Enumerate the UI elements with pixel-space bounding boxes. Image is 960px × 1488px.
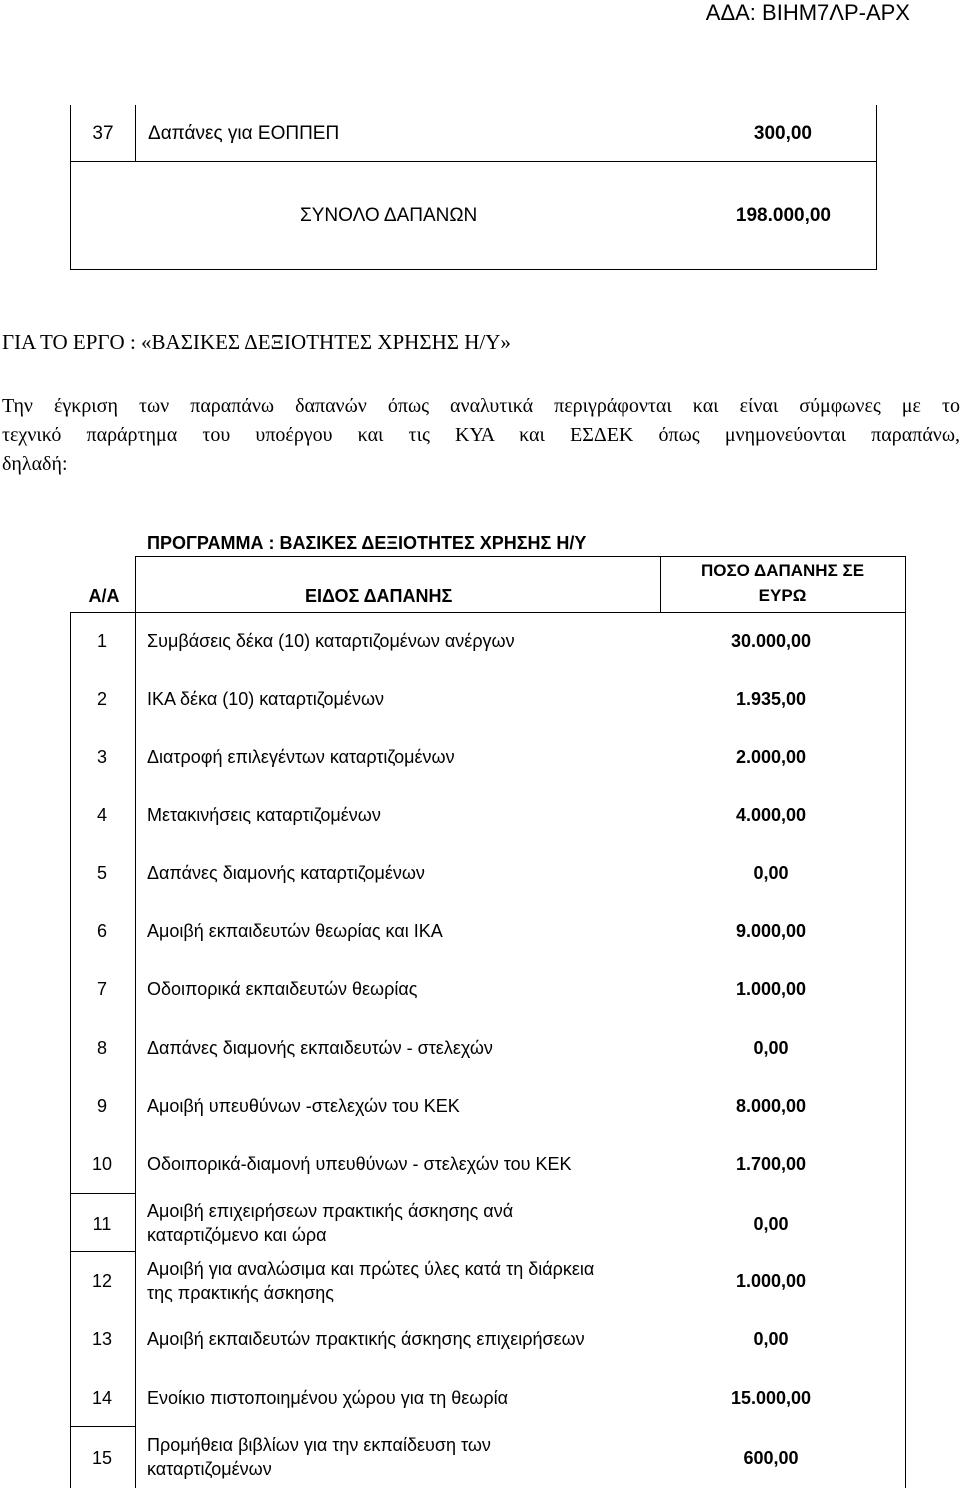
row-amount: 4.000,00 [735,805,807,825]
row-desc-line: της πρακτικής άσκησης [147,1283,334,1303]
program-title: ΠΡΟΓΡΑΜΜΑ : ΒΑΣΙΚΕΣ ΔΕΞΙΟΤΗΤΕΣ ΧΡΗΣΗΣ Η/Υ [147,533,587,553]
row-desc: Συμβάσεις δέκα (10) καταρτιζομένων ανέργων [147,631,515,651]
header-border-top [135,556,906,557]
row-amount: 2.000,00 [735,747,807,767]
header-border-left [135,556,136,612]
row-num: 2 [96,689,107,709]
table-row [0,1257,960,1307]
intro-line: τεχνικό παράρτημα του υποέργου και τις ΚΥΑ και ΕΣΔΕΚ όπως μνημονεύονται παραπάνω, [2,424,960,446]
table-row [0,631,960,655]
total-label: ΣΥΝΟΛΟ ΔΑΠΑΝΩΝ [300,205,478,226]
table-border-right [876,105,877,270]
row-amount: 0,00 [753,1214,789,1234]
row-desc: Οδοιπορικά εκπαιδευτών θεωρίας [147,979,418,999]
row-num: 12 [91,1271,113,1291]
table-row [0,1038,960,1062]
intro-line: δηλαδή: [2,453,68,475]
row-num: 6 [96,921,107,941]
col-header-type: ΕΙΔΟΣ ΔΑΠΑΝΗΣ [305,586,453,606]
table-border-col [135,105,136,161]
table-row [0,1329,960,1353]
row-num: 4 [96,805,107,825]
row-amount: 9.000,00 [735,921,807,941]
row-num: 14 [91,1388,113,1408]
col-header-amount-1: ΠΟΣΟ ΔΑΠΑΝΗΣ ΣΕ [700,561,865,580]
row-amount: 300,00 [753,123,812,144]
row-desc: Ενοίκιο πιστοποιημένου χώρου για τη θεωρία [147,1388,508,1408]
row-desc-line: Προμήθεια βιβλίων για την εκπαίδευση των [147,1435,491,1455]
row-amount: 30.000,00 [730,631,812,651]
table-row [0,1096,960,1120]
row-num: 10 [91,1154,113,1174]
project-title: ΓΙΑ ΤΟ ΕΡΓΟ : «ΒΑΣΙΚΕΣ ΔΕΞΙΟΤΗΤΕΣ ΧΡΗΣΗΣ Η/Υ» [2,330,511,354]
table-border-bottom [70,269,877,270]
row-desc: Δαπάνες για ΕΟΠΠΕΠ [148,123,340,144]
header-border-bottom [70,612,906,613]
row-desc-line: Αμοιβή για αναλώσιμα και πρώτες ύλες κατά τη διάρκεια [147,1259,595,1279]
row-desc: Δαπάνες διαμονής εκπαιδευτών - στελεχών [147,1038,493,1058]
row-amount: 0,00 [753,863,789,883]
row-desc-line: Αμοιβή επιχειρήσεων πρακτικής άσκησης ανά [147,1201,514,1221]
row-num: 11 [92,1214,112,1234]
table-border-left [70,105,71,270]
row-desc: Αμοιβή εκπαιδευτών θεωρίας και ΙΚΑ [147,921,443,941]
row-desc: Μετακινήσεις καταρτιζομένων [147,805,381,825]
row-amount: 1.000,00 [735,979,807,999]
table-row [0,1433,960,1483]
table-row [0,921,960,945]
row-num: 13 [91,1329,113,1349]
row-num: 15 [91,1448,113,1468]
row-separator [70,1426,136,1427]
table-row [0,805,960,829]
row-num: 3 [96,747,107,767]
table-row [0,1154,960,1178]
row-desc: Αμοιβή υπευθύνων -στελεχών του ΚΕΚ [147,1096,460,1116]
header-border-right [905,556,906,612]
row-amount: 1.700,00 [735,1154,807,1174]
row-amount: 0,00 [753,1329,789,1349]
row-amount: 600,00 [743,1448,799,1468]
table-row [0,1388,960,1412]
row-num: 9 [96,1096,107,1116]
row-separator [70,1251,136,1252]
row-num: 1 [96,631,107,651]
row-desc: ΙΚΑ δέκα (10) καταρτιζομένων [147,689,384,709]
table-border-mid [70,161,877,162]
intro-line: Την έγκριση των παραπάνω δαπανών όπως αναλυτικά περιγράφονται και είναι σύμφωνες με το [2,395,960,417]
ada-code: ΑΔΑ: ΒΙΗΜ7ΛΡ-ΑΡΧ [705,0,910,25]
row-desc: Δαπάνες διαμονής καταρτιζομένων [147,863,425,883]
intro-paragraph [2,392,960,479]
table-row [0,747,960,771]
table-row [0,689,960,713]
row-num: 37 [92,123,114,144]
row-amount: 1.935,00 [735,689,807,709]
row-amount: 8.000,00 [735,1096,807,1116]
row-amount: 15.000,00 [730,1388,812,1408]
row-amount: 1.000,00 [735,1271,807,1291]
row-desc: Οδοιπορικά-διαμονή υπευθύνων - στελεχών του ΚΕΚ [147,1154,572,1174]
table-row [0,1199,960,1249]
table-row [0,863,960,887]
row-separator [70,1193,136,1194]
table-row [0,979,960,1003]
row-desc: Διατροφή επιλεγέντων καταρτιζομένων [147,747,455,767]
col-header-aa: Α/Α [88,586,120,606]
row-amount: 0,00 [753,1038,789,1058]
row-num: 8 [96,1038,107,1058]
total-amount: 198.000,00 [735,205,831,226]
row-num: 5 [96,863,107,883]
row-num: 7 [96,979,107,999]
row-desc-line: καταρτιζομένων [147,1459,272,1479]
row-desc: Αμοιβή εκπαιδευτών πρακτικής άσκησης επιχειρήσεων [147,1329,585,1349]
row-desc-line: καταρτιζόμενο και ώρα [147,1225,327,1245]
col-header-amount-2: ΕΥΡΩ [758,586,807,605]
